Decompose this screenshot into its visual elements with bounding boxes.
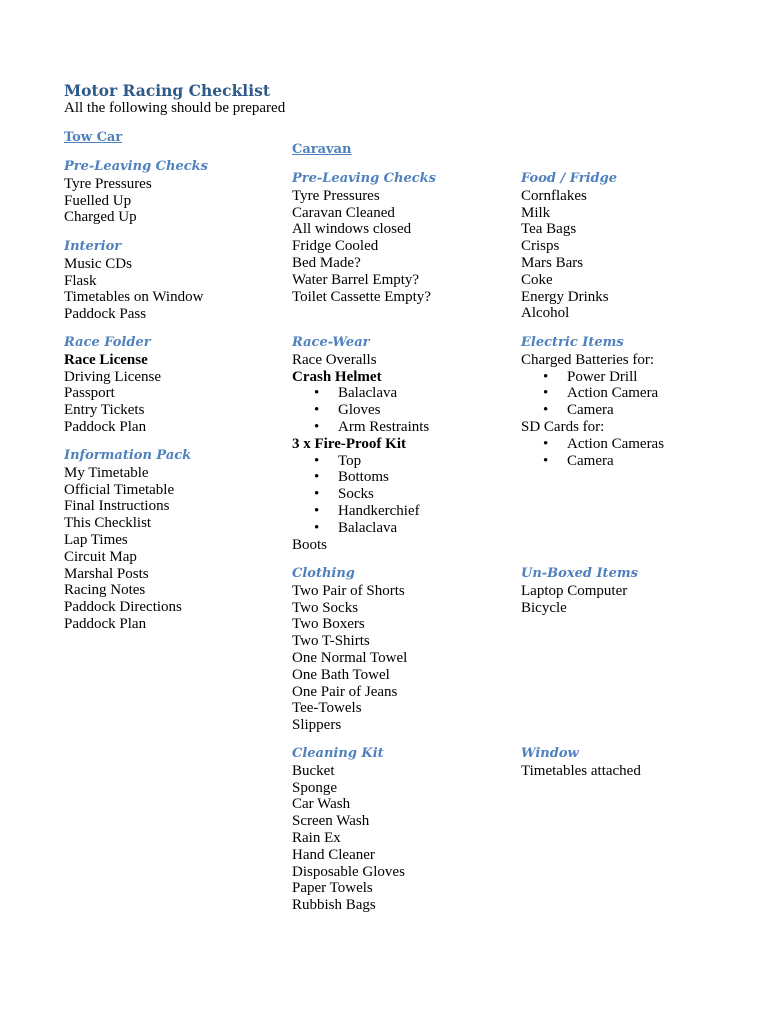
item-text: Racing Notes	[64, 582, 146, 599]
bullet-icon: •	[543, 402, 549, 419]
bullet-icon: •	[314, 502, 320, 519]
bullet-icon: •	[314, 486, 320, 503]
checklist-item	[64, 549, 289, 566]
item-text: Water Barrel Empty?	[292, 271, 420, 288]
checklist-section	[521, 171, 746, 322]
checklist-item	[292, 255, 517, 272]
item-text: Balaclava	[338, 519, 398, 536]
checklist-item	[292, 352, 517, 369]
item-text: Coke	[521, 271, 553, 288]
checklist-item	[64, 599, 289, 616]
item-text: Paddock Pass	[64, 306, 147, 323]
checklist-item	[64, 616, 289, 633]
bullet-item	[521, 385, 746, 402]
item-text: Two T-Shirts	[292, 633, 370, 650]
item-text: Driving License	[64, 368, 162, 385]
checklist-item	[64, 402, 289, 419]
checklist-item	[292, 583, 517, 600]
item-text: Balaclava	[338, 385, 398, 402]
checklist-item	[521, 205, 746, 222]
checklist-item	[521, 419, 746, 436]
checklist-item	[64, 532, 289, 549]
item-text: Final Instructions	[64, 498, 170, 515]
section-heading: Race-Wear	[292, 335, 370, 350]
checklist-item	[292, 436, 517, 453]
checklist-item	[64, 385, 289, 402]
item-text: Tee-Towels	[292, 700, 362, 717]
checklist-section	[292, 171, 517, 305]
checklist-section	[292, 142, 517, 159]
item-text: Two Boxers	[292, 616, 365, 633]
bullet-item	[292, 419, 517, 436]
page-subtitle: All the following should be prepared	[64, 100, 286, 116]
section-heading: Race Folder	[64, 335, 151, 350]
checklist-item	[64, 419, 289, 436]
item-text: Socks	[338, 486, 374, 503]
bullet-item	[292, 453, 517, 470]
bullet-item	[521, 402, 746, 419]
item-text: Two Socks	[292, 599, 359, 616]
checklist-section	[521, 746, 746, 780]
section-heading: Clothing	[292, 566, 355, 581]
item-text: Power Drill	[567, 368, 638, 385]
section-heading: Caravan	[292, 142, 352, 157]
checklist-item	[292, 289, 517, 306]
item-text: Action Cameras	[567, 435, 665, 452]
bullet-icon: •	[314, 469, 320, 486]
checklist-item	[292, 537, 517, 554]
item-text: Rubbish Bags	[292, 897, 376, 914]
checklist-section	[521, 566, 746, 616]
section-heading: Pre-Leaving Checks	[292, 171, 436, 186]
checklist-item	[64, 273, 289, 290]
item-text: All windows closed	[292, 221, 412, 238]
bullet-icon: •	[314, 452, 320, 469]
bullet-item	[521, 453, 746, 470]
item-text: Screen Wash	[292, 813, 370, 830]
checklist-item	[292, 369, 517, 386]
item-text: Sponge	[292, 779, 337, 796]
checklist-item	[64, 566, 289, 583]
checklist-item	[64, 582, 289, 599]
checklist-item	[64, 498, 289, 515]
checklist-item	[64, 176, 289, 193]
section-heading: Tow Car	[64, 130, 123, 145]
item-text: Circuit Map	[64, 548, 137, 565]
page-title: Motor Racing Checklist	[64, 81, 270, 100]
item-text: Top	[338, 452, 362, 469]
bullet-icon: •	[314, 519, 320, 536]
item-text: Race License	[64, 351, 148, 368]
item-text: One Pair of Jeans	[292, 683, 398, 700]
item-text: Car Wash	[292, 796, 351, 813]
item-text: Handkerchief	[338, 502, 420, 519]
checklist-item	[292, 221, 517, 238]
checklist-section	[64, 335, 289, 436]
checklist-item	[64, 256, 289, 273]
checklist-section	[292, 335, 517, 553]
checklist-item	[292, 897, 517, 914]
checklist-section	[292, 566, 517, 734]
checklist-item	[292, 763, 517, 780]
checklist-item	[64, 209, 289, 226]
checklist-item	[64, 369, 289, 386]
checklist-item	[521, 583, 746, 600]
checklist-item	[292, 272, 517, 289]
checklist-item	[292, 864, 517, 881]
item-text: Flask	[64, 272, 97, 289]
checklist-item	[292, 796, 517, 813]
section-heading: Food / Fridge	[521, 171, 617, 186]
item-text: Milk	[521, 204, 551, 221]
bullet-item	[292, 469, 517, 486]
section-heading: Pre-Leaving Checks	[64, 159, 208, 174]
item-text: My Timetable	[64, 464, 149, 481]
item-text: Action Camera	[567, 385, 659, 402]
checklist-item	[64, 352, 289, 369]
item-text: Paper Towels	[292, 880, 373, 897]
item-text: Cornflakes	[521, 187, 587, 204]
item-text: Toilet Cassette Empty?	[292, 288, 431, 305]
item-text: Paddock Plan	[64, 615, 147, 632]
section-heading: Electric Items	[521, 335, 624, 350]
item-text: Passport	[64, 385, 115, 402]
item-text: Tyre Pressures	[64, 175, 152, 192]
item-text: Timetables attached	[521, 762, 641, 779]
checklist-item	[521, 763, 746, 780]
checklist-item	[521, 272, 746, 289]
item-text: Bucket	[292, 762, 335, 779]
item-text: Crash Helmet	[292, 368, 382, 385]
item-text: Alcohol	[521, 305, 570, 322]
bullet-item	[292, 503, 517, 520]
checklist-item	[64, 515, 289, 532]
item-text: Tyre Pressures	[292, 187, 380, 204]
checklist-item	[64, 306, 289, 323]
section-heading: Cleaning Kit	[292, 746, 384, 761]
bullet-item	[292, 402, 517, 419]
section-heading: Information Pack	[64, 448, 192, 463]
item-text: Fridge Cooled	[292, 238, 379, 255]
item-text: Bed Made?	[292, 254, 361, 271]
item-text: Crisps	[521, 238, 560, 255]
item-text: Mars Bars	[521, 254, 584, 271]
item-text: This Checklist	[64, 515, 152, 532]
item-text: Arm Restraints	[338, 418, 430, 435]
bullet-item	[521, 369, 746, 386]
checklist-item	[64, 289, 289, 306]
item-text: Fuelled Up	[64, 192, 132, 209]
checklist-section	[292, 746, 517, 914]
checklist-item	[292, 813, 517, 830]
item-text: Marshal Posts	[64, 565, 149, 582]
bullet-icon: •	[543, 385, 549, 402]
bullet-icon: •	[314, 385, 320, 402]
bullet-icon: •	[314, 402, 320, 419]
checklist-item	[292, 847, 517, 864]
checklist-item	[292, 667, 517, 684]
checklist-item	[292, 188, 517, 205]
checklist-section	[64, 159, 289, 226]
checklist-item	[521, 352, 746, 369]
checklist-item	[292, 880, 517, 897]
bullet-icon: •	[314, 418, 320, 435]
checklist-section	[64, 448, 289, 633]
item-text: Bicycle	[521, 599, 567, 616]
checklist-section	[64, 239, 289, 323]
checklist-item	[521, 221, 746, 238]
checklist-item	[292, 633, 517, 650]
item-text: Laptop Computer	[521, 582, 628, 599]
checklist-item	[521, 305, 746, 322]
item-text: SD Cards for:	[521, 418, 605, 435]
checklist-item	[292, 650, 517, 667]
section-heading: Interior	[64, 239, 122, 254]
checklist-section	[521, 335, 746, 469]
checklist-section	[64, 130, 289, 147]
bullet-icon: •	[543, 435, 549, 452]
item-text: Caravan Cleaned	[292, 204, 395, 221]
item-text: Disposable Gloves	[292, 863, 405, 880]
item-text: Camera	[567, 452, 614, 469]
item-text: Charged Up	[64, 209, 137, 226]
checklist-item	[521, 289, 746, 306]
item-text: Music CDs	[64, 255, 132, 272]
item-text: Paddock Plan	[64, 418, 147, 435]
item-text: Official Timetable	[64, 481, 175, 498]
item-text: Charged Batteries for:	[521, 351, 655, 368]
bullet-icon: •	[543, 368, 549, 385]
item-text: One Normal Towel	[292, 649, 408, 666]
checklist-item	[521, 188, 746, 205]
item-text: Race Overalls	[292, 351, 377, 368]
bullet-icon: •	[543, 452, 549, 469]
item-text: One Bath Towel	[292, 666, 390, 683]
item-text: Camera	[567, 402, 614, 419]
checklist-item	[292, 780, 517, 797]
bullet-item	[292, 385, 517, 402]
item-text: Two Pair of Shorts	[292, 582, 405, 599]
section-heading: Window	[521, 746, 579, 761]
checklist-item	[64, 465, 289, 482]
checklist-item	[521, 255, 746, 272]
checklist-item	[521, 238, 746, 255]
item-text: Gloves	[338, 402, 381, 419]
item-text: Bottoms	[338, 469, 389, 486]
item-text: Hand Cleaner	[292, 846, 375, 863]
item-text: Rain Ex	[292, 829, 341, 846]
checklist-item	[292, 684, 517, 701]
checklist-item	[292, 700, 517, 717]
item-text: Lap Times	[64, 531, 128, 548]
item-text: Energy Drinks	[521, 288, 609, 305]
checklist-item	[292, 205, 517, 222]
item-text: Timetables on Window	[64, 289, 204, 306]
item-text: 3 x Fire-Proof Kit	[292, 435, 406, 452]
item-text: Entry Tickets	[64, 402, 145, 419]
bullet-item	[292, 520, 517, 537]
checklist-item	[292, 238, 517, 255]
checklist-item	[292, 830, 517, 847]
checklist-item	[292, 600, 517, 617]
checklist-item	[64, 193, 289, 210]
item-text: Boots	[292, 536, 328, 553]
item-text: Slippers	[292, 717, 342, 734]
item-text: Tea Bags	[521, 221, 577, 238]
checklist-item	[292, 717, 517, 734]
item-text: Paddock Directions	[64, 599, 182, 616]
bullet-item	[292, 486, 517, 503]
checklist-item	[292, 616, 517, 633]
bullet-item	[521, 436, 746, 453]
checklist-item	[521, 600, 746, 617]
section-heading: Un-Boxed Items	[521, 566, 638, 581]
checklist-item	[64, 482, 289, 499]
